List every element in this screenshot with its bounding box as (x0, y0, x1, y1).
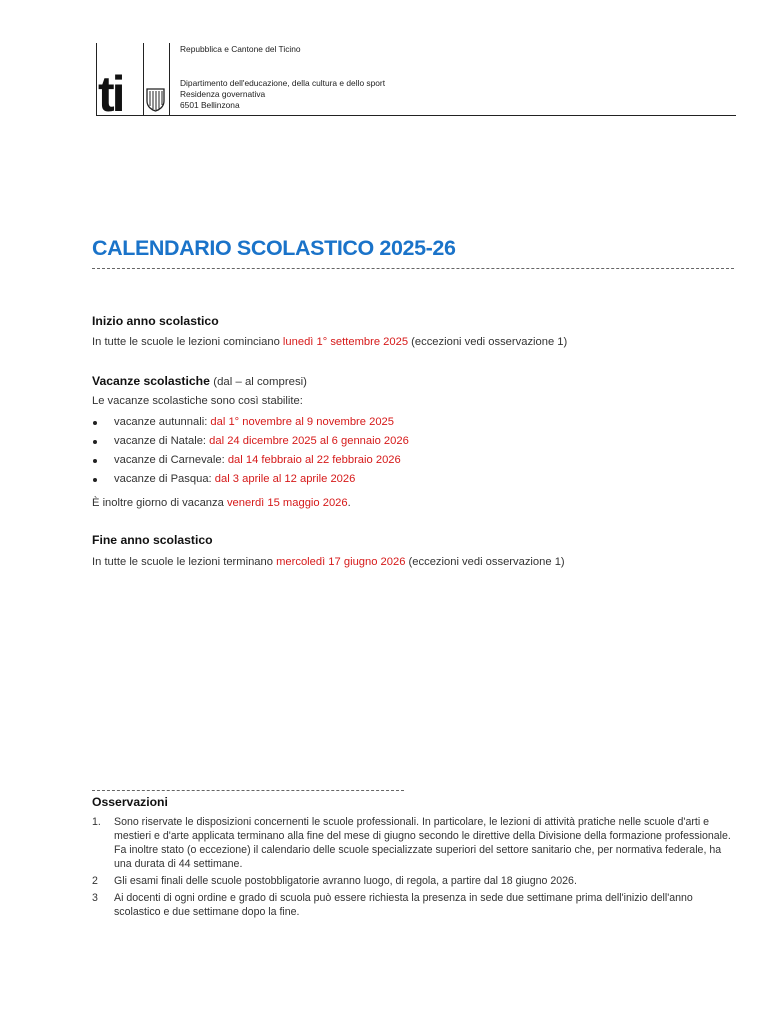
observation-number: 1. (92, 816, 101, 828)
list-item (92, 470, 409, 489)
holiday-dates: dal 3 aprile al 12 aprile 2026 (214, 473, 356, 485)
holidays-heading-note: (dal – al compresi) (213, 376, 307, 388)
list-item (92, 451, 409, 470)
holidays-extra (92, 497, 351, 509)
holiday-dates: dal 24 dicembre 2025 al 6 gennaio 2026 (209, 435, 409, 447)
list-item (92, 874, 738, 888)
holidays-heading-text: Vacanze scolastiche (92, 374, 210, 388)
observations-heading: Osservazioni (92, 795, 168, 809)
list-item (92, 891, 738, 919)
ticino-shield-icon (146, 88, 165, 112)
header-rule-bottom (96, 115, 736, 116)
header-rule-middle (143, 43, 144, 116)
holiday-label: vacanze autunnali: (114, 416, 211, 428)
observations-list (92, 815, 738, 922)
end-text (92, 556, 565, 568)
header-address-1: Residenza governativa (180, 89, 266, 99)
observation-number: 3 (92, 892, 98, 904)
end-date: mercoledì 17 giugno 2026 (276, 556, 406, 568)
header-department: Dipartimento dell'educazione, della cultura e dello sport (180, 78, 386, 88)
list-item (92, 432, 409, 451)
holiday-label: vacanze di Carnevale: (114, 454, 228, 466)
header-org: Repubblica e Cantone del Ticino (180, 44, 301, 54)
holidays-intro: Le vacanze scolastiche sono così stabilite: (92, 395, 303, 407)
svg-text:ti: ti (98, 66, 123, 114)
end-text-after: (eccezioni vedi osservazione 1) (405, 556, 565, 568)
start-text-after: (eccezioni vedi osservazione 1) (408, 336, 568, 348)
header-rule-left (96, 43, 97, 116)
title-divider (92, 268, 734, 269)
header-address-2: 6501 Bellinzona (180, 100, 240, 110)
end-text-before: In tutte le scuole le lezioni terminano (92, 556, 277, 568)
extra-text-before: È inoltre giorno di vacanza (92, 497, 227, 509)
list-item (92, 413, 409, 432)
list-item (92, 815, 738, 871)
observation-text: Ai docenti di ogni ordine e grado di scuola può essere richiesta la presenza in sede due settimane prima dell'inizio dell'anno scolastico e due settimane dopo la fine. (114, 892, 693, 918)
holiday-label: vacanze di Pasqua: (114, 473, 215, 485)
holiday-dates: dal 1° novembre al 9 novembre 2025 (210, 416, 394, 428)
start-text (92, 336, 567, 348)
holiday-dates: dal 14 febbraio al 22 febbraio 2026 (227, 454, 401, 466)
page-title: CALENDARIO SCOLASTICO 2025-26 (92, 236, 456, 260)
ticino-ti-logo (98, 58, 142, 114)
observations-divider (92, 790, 404, 791)
holiday-label: vacanze di Natale: (114, 435, 210, 447)
observation-number: 2 (92, 875, 98, 887)
observation-text: Sono riservate le disposizioni concernenti le scuole professionali. In particolare, le lezioni di attività pratiche nelle scuole d'arti e mestieri e d'arte applicata terminano alla fine del mese di giugno secondo le direttive della Divisione della formazione professionale. Fa inoltre stato (o eccezione) il calendario delle scuole specializzate superiori del settore sanitario che, per normativa federale, ha una durata di 44 settimane. (114, 816, 731, 870)
start-date: lunedì 1° settembre 2025 (282, 336, 409, 348)
observation-text: Gli esami finali delle scuole postobbligatorie avranno luogo, di regola, a partire dal 18 giugno 2026. (114, 875, 577, 887)
extra-holiday-date: venerdì 15 maggio 2026 (226, 497, 348, 509)
end-heading: Fine anno scolastico (92, 533, 213, 547)
header-rule-right (169, 43, 170, 116)
start-text-before: In tutte le scuole le lezioni cominciano (92, 336, 283, 348)
holidays-list (92, 413, 409, 489)
start-heading: Inizio anno scolastico (92, 314, 219, 328)
extra-text-after: . (347, 497, 351, 509)
holidays-heading (92, 374, 307, 388)
